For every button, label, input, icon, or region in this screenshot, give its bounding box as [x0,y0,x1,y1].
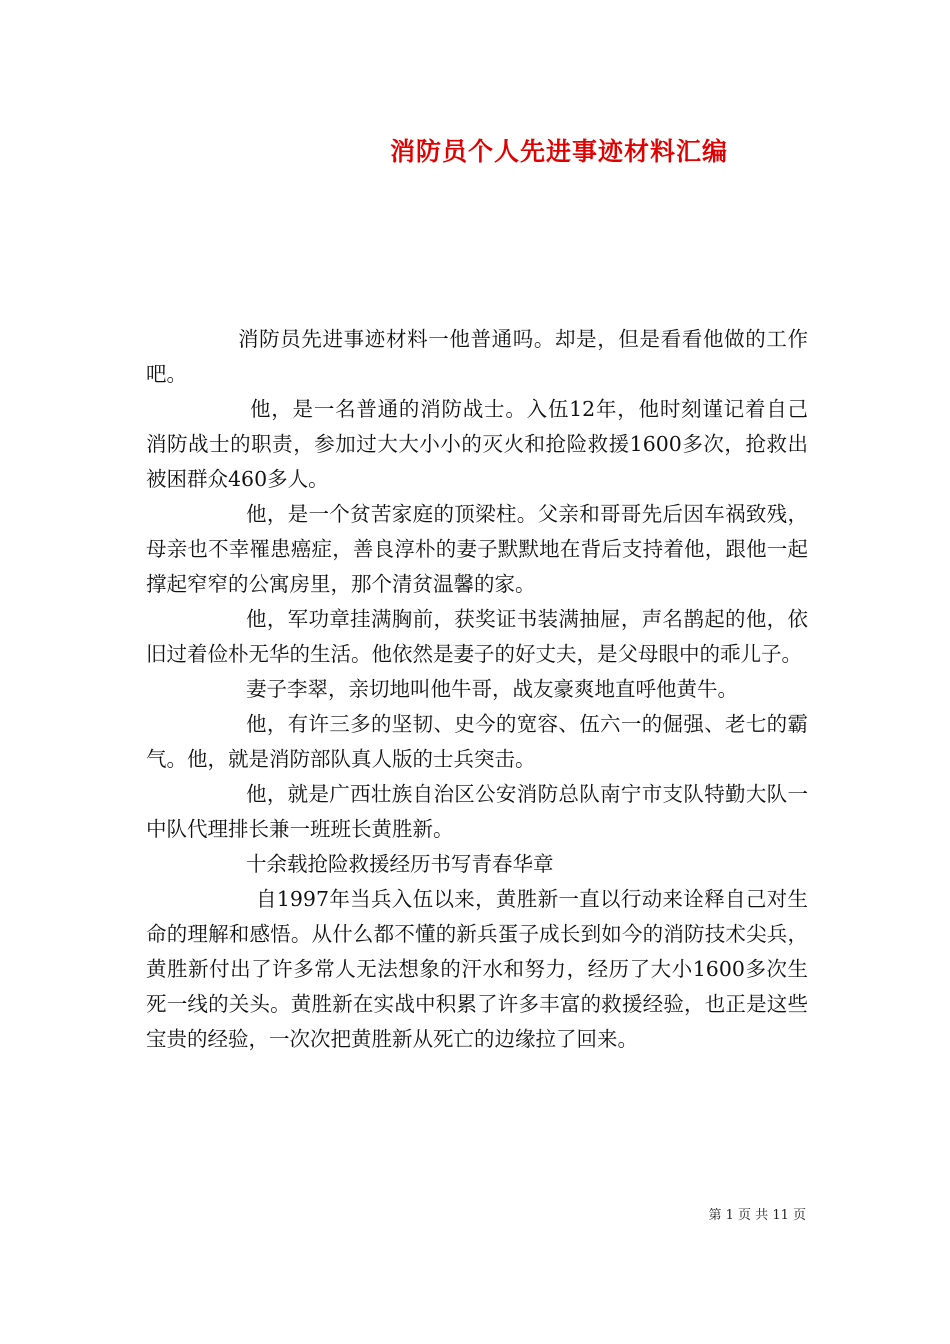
section-heading: 十余载抢险救援经历书写青春华章 [246,852,554,876]
document-body [146,322,808,1057]
document-title: 消防员个人先进事迹材料汇编 [390,137,729,166]
paragraph-character: 他，有许三多的坚韧、史今的宽容、伍六一的倔强、老七的霸气。他，就是消防部队真人版的士兵突击。 [146,712,808,771]
paragraph-intro: 消防员先进事迹材料一他普通吗。却是，但是看看他做的工作吧。 [146,327,808,386]
paragraph-family-pillar: 他，是一个贫苦家庭的顶梁柱。父亲和哥哥先后因车祸致残，母亲也不幸罹患癌症，善良淳朴的妻子默默地在背后支持着他，跟他一起撑起窄窄的公寓房里，那个清贫温馨的家。 [146,502,808,596]
page-number-footer: 第 1 页 共 11 页 [708,1208,806,1223]
paragraph-ordinary-soldier: 他，是一名普通的消防战士。入伍12年，他时刻谨记着自己消防战士的职责，参加过大大小小的灭火和抢险救援1600多次，抢救出被困群众460多人。 [146,397,808,491]
paragraph-rescue-experience: 自1997年当兵入伍以来，黄胜新一直以行动来诠释自己对生命的理解和感悟。从什么都不懂的新兵蛋子成长到如今的消防技术尖兵，黄胜新付出了许多常人无法想象的汗水和努力，经历了大小1600多次生死一线的关头。黄胜新在实战中积累了许多丰富的救援经验，也正是这些宝贵的经验，一次次把黄胜新从死亡的边缘拉了回来。 [146,887,808,1051]
paragraph-honors: 他，军功章挂满胸前，获奖证书装满抽屉，声名鹊起的他，依旧过着俭朴无华的生活。他依然是妻子的好丈夫，是父母眼中的乖儿子。 [146,607,808,666]
paragraph-nicknames: 妻子李翠，亲切地叫他牛哥，战友豪爽地直呼他黄牛。 [246,677,738,701]
paragraph-identity: 他，就是广西壮族自治区公安消防总队南宁市支队特勤大队一中队代理排长兼一班班长黄胜新。 [146,782,808,841]
